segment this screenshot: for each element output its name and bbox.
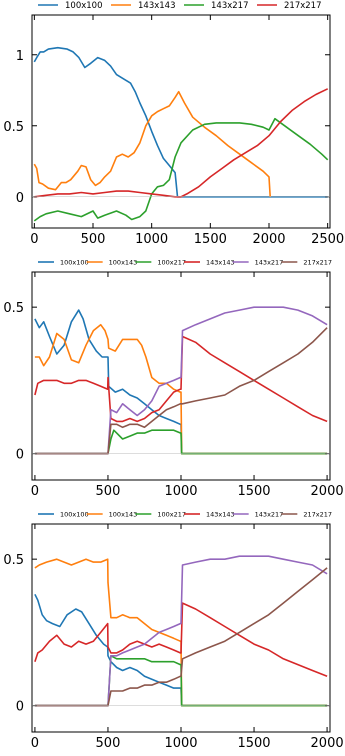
legend-label: 143x143 xyxy=(138,0,176,11)
series-line-143x143 xyxy=(34,92,270,197)
legend-label: 100x100 xyxy=(60,510,89,519)
x-tick-label: 500 xyxy=(95,736,121,751)
y-tick-label: 0.5 xyxy=(3,301,24,317)
legend-label: 217x217 xyxy=(303,258,333,267)
x-tick-label: 0 xyxy=(30,484,40,499)
x-tick-label: 500 xyxy=(80,232,106,247)
legend-label: 100x217 xyxy=(157,258,187,267)
x-tick-label: 0 xyxy=(30,232,39,247)
x-tick-label: 1500 xyxy=(193,232,227,247)
chart-3 xyxy=(0,504,345,756)
series-line-100x217 xyxy=(35,430,327,453)
x-tick-label: 0 xyxy=(30,736,40,751)
y-tick-label: 0 xyxy=(15,699,24,715)
legend-label: 143x217 xyxy=(211,0,249,11)
y-tick-label: 0.5 xyxy=(3,119,24,135)
y-tick-label: 0.5 xyxy=(3,553,24,569)
x-tick-label: 1500 xyxy=(237,736,271,751)
legend-label: 100x100 xyxy=(60,258,89,267)
legend-label: 100x143 xyxy=(108,258,138,267)
x-tick-label: 1000 xyxy=(164,484,198,499)
legend-label: 143x217 xyxy=(254,510,284,519)
legend xyxy=(38,1,321,11)
x-tick-label: 2000 xyxy=(310,736,344,751)
legend-label: 217x217 xyxy=(284,0,322,11)
legend-label: 143x143 xyxy=(206,510,235,519)
chart-2 xyxy=(0,252,345,504)
x-tick-label: 1000 xyxy=(135,232,169,247)
legend-label: 217x217 xyxy=(303,510,333,519)
x-tick-label: 1000 xyxy=(164,736,198,751)
series-line-100x100 xyxy=(34,48,327,197)
series-group xyxy=(35,556,327,705)
x-tick-label: 2000 xyxy=(252,232,286,247)
y-tick-label: 0 xyxy=(15,447,24,463)
chart-1 xyxy=(0,0,345,250)
y-tick-label: 0 xyxy=(15,190,24,206)
legend-label: 100x143 xyxy=(108,510,138,519)
x-tick-label: 2500 xyxy=(311,232,345,247)
x-tick-label: 500 xyxy=(95,484,121,499)
x-tick-label: 1500 xyxy=(237,484,271,499)
legend-label: 100x100 xyxy=(65,0,103,11)
legend-label: 143x217 xyxy=(254,258,284,267)
legend xyxy=(38,258,332,266)
x-tick-label: 2000 xyxy=(310,484,344,499)
legend-label: 100x217 xyxy=(157,510,187,519)
legend-label: 143x143 xyxy=(206,258,235,267)
y-tick-label: 1 xyxy=(15,48,24,64)
legend xyxy=(38,510,332,518)
series-group xyxy=(34,48,327,221)
series-group xyxy=(35,307,327,453)
